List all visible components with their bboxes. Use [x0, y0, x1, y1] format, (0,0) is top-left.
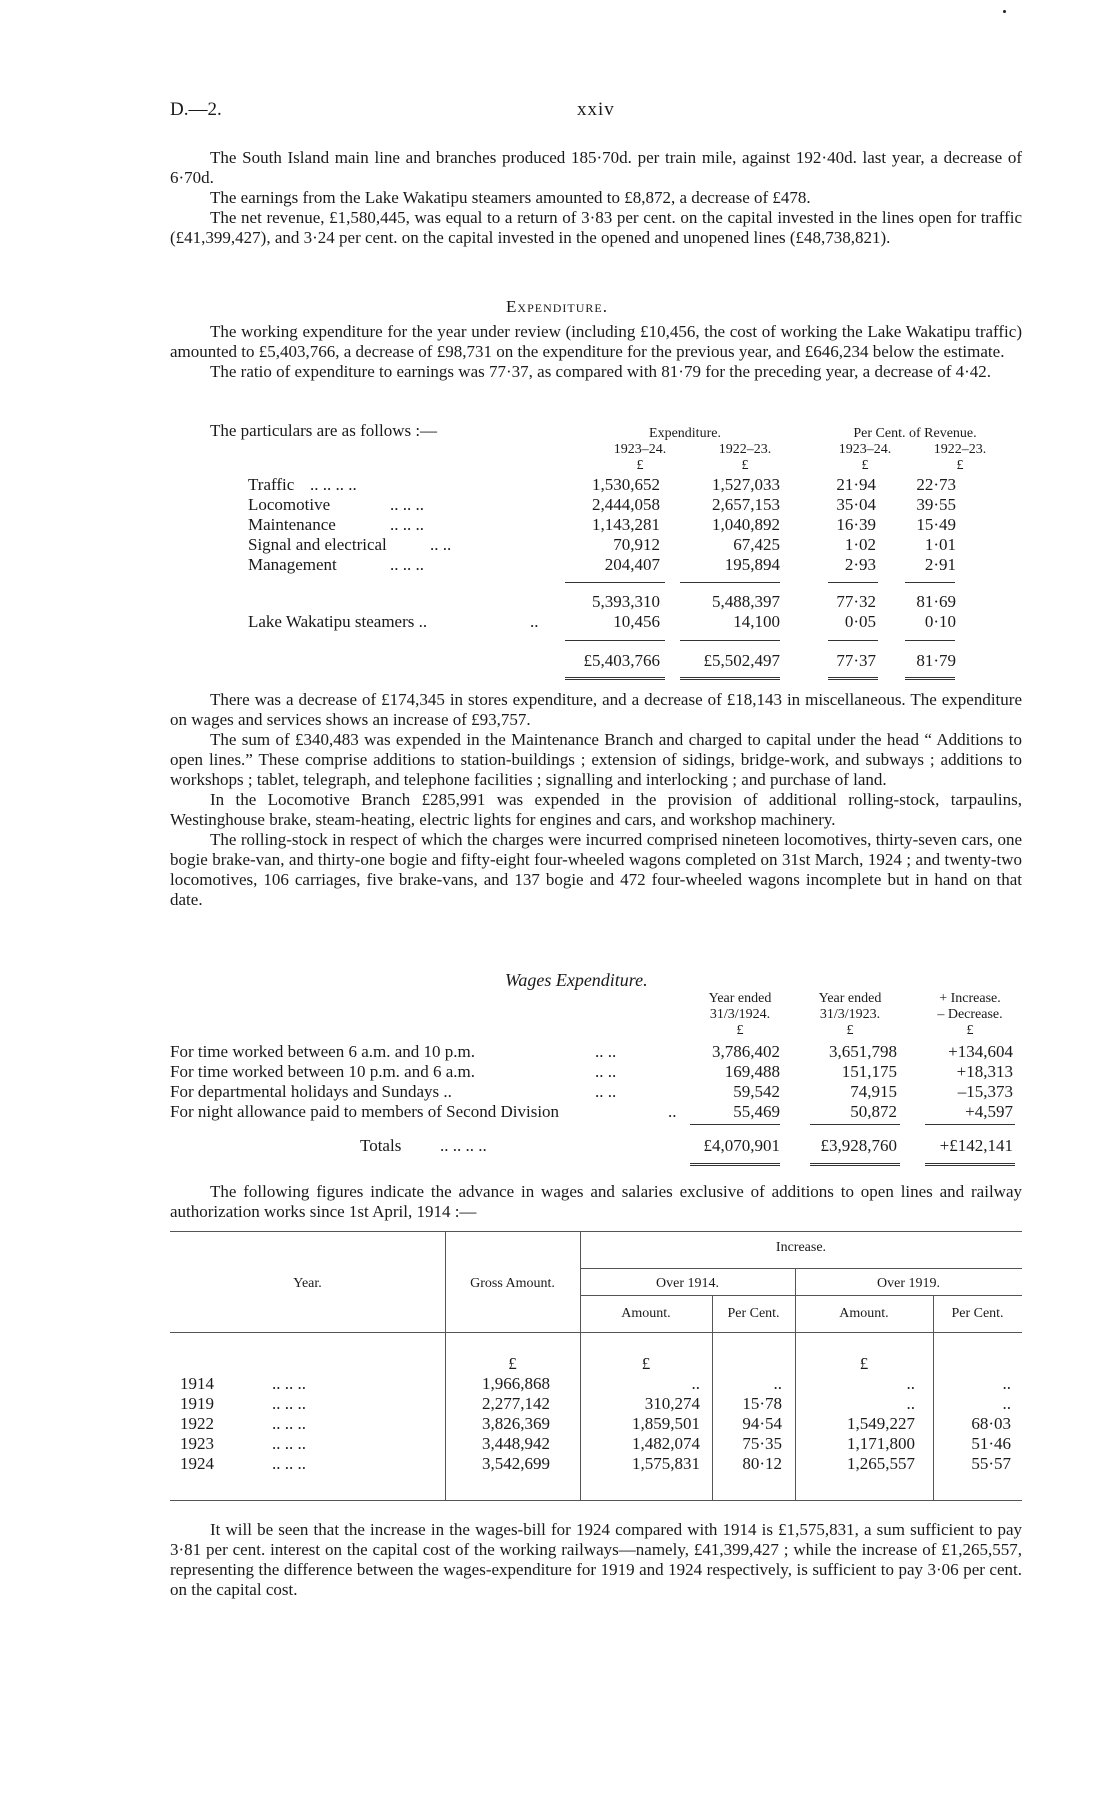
column-header: Over 1919. — [877, 1276, 940, 1291]
table-cell: 80·12 — [742, 1454, 782, 1473]
paragraph: In the Locomotive Branch £285,991 was expended in the provision of additional rolling-stock, tarpaulins, Westinghouse brake, steam-heating, electric lights for engines and cars, and workshop machinery. — [170, 790, 1022, 829]
row-label: Signal and electrical — [248, 535, 387, 554]
table-cell: 169,488 — [724, 1062, 780, 1081]
table-cell: 10,456 — [613, 612, 660, 631]
leader-dots: .. .. .. — [390, 495, 424, 514]
table-cell: 1,265,557 — [847, 1454, 915, 1473]
table-cell: –15,373 — [957, 1082, 1013, 1101]
paragraph: There was a decrease of £174,345 in stores expenditure, and a decrease of £18,143 in miscellaneous. The expenditure on wages and services shows an increase of £93,757. — [170, 690, 1022, 729]
total-cell: +£142,141 — [939, 1136, 1013, 1155]
table-cell: 75·35 — [742, 1434, 782, 1453]
table-cell: 3,651,798 — [829, 1042, 897, 1061]
total-cell: £4,070,901 — [703, 1136, 780, 1155]
table-cell: 2,277,142 — [482, 1394, 550, 1413]
table-cell: 68·03 — [971, 1414, 1011, 1433]
paragraph: It will be seen that the increase in the wages-bill for 1924 compared with 1914 is £1,575,831, a sum sufficient to pay 3·81 per cent. interest on the capital cost of the working railways—namely, £41,399,427 ; while the increase of £1,265,557, representing the difference between the wages-expenditure for 1919 and 1924 respectively, is sufficient to pay 3·06 per cent. on the capital cost. — [170, 1520, 1022, 1599]
row-label: For time worked between 10 p.m. and 6 a.m. — [170, 1062, 475, 1081]
table-cell: 21·94 — [836, 475, 876, 494]
column-header: + Increase. — [939, 991, 1001, 1006]
column-header: Over 1914. — [656, 1276, 719, 1291]
row-label: For night allowance paid to members of Second Division — [170, 1102, 560, 1121]
column-group-header: Increase. — [775, 1240, 827, 1255]
unit-label: £ — [736, 1023, 744, 1038]
row-year: 1919 — [180, 1394, 214, 1413]
table-cell: 14,100 — [733, 612, 780, 631]
row-label: Locomotive — [248, 495, 331, 514]
table-cell: 310,274 — [644, 1394, 700, 1413]
table-cell: 22·73 — [916, 475, 956, 494]
advance-intro — [170, 1182, 1022, 1222]
leader-dots: .. .. — [595, 1062, 617, 1081]
total-cell: 77·37 — [836, 651, 876, 670]
table-cell: 1,482,074 — [632, 1434, 700, 1453]
table-cell: 55,469 — [733, 1102, 780, 1121]
unit-label: £ — [956, 458, 964, 473]
totals-label: Totals — [360, 1136, 402, 1155]
table-cell: 51·46 — [971, 1434, 1011, 1453]
table-cell: 195,894 — [724, 555, 780, 574]
table-cell: 1,549,227 — [847, 1414, 915, 1433]
closing-section — [170, 1520, 1022, 1600]
unit-label: £ — [966, 1023, 974, 1038]
column-header: Per Cent. — [727, 1306, 780, 1321]
intro-section — [170, 148, 1022, 248]
row-year: 1914 — [180, 1374, 214, 1393]
page-number: xxiv — [577, 99, 615, 120]
leader-dots: .. .. .. .. — [440, 1136, 487, 1155]
column-header: 1923–24. — [613, 442, 667, 457]
table-cell: .. — [1002, 1394, 1011, 1413]
unit-label: £ — [846, 1023, 854, 1038]
leader-dots: .. .. — [595, 1082, 617, 1101]
table-cell: 2,444,058 — [592, 495, 660, 514]
table-cell: 0·05 — [844, 612, 876, 631]
table-cell: 67,425 — [733, 535, 780, 554]
row-label: Maintenance — [248, 515, 336, 534]
leader-dots: .. .. .. — [272, 1414, 306, 1433]
table-cell: .. — [906, 1394, 915, 1413]
table-cell: 15·78 — [742, 1394, 782, 1413]
column-group-header: Per Cent. of Revenue. — [853, 426, 977, 441]
table-cell: 3,542,699 — [482, 1454, 550, 1473]
table-cell: 1,040,892 — [712, 515, 780, 534]
table-cell: 1,527,033 — [712, 475, 780, 494]
row-year: 1922 — [180, 1414, 214, 1433]
paragraph: The ratio of expenditure to earnings was 77·37, as compared with 81·79 for the preceding year, a decrease of 4·42. — [210, 362, 992, 381]
table-cell: 1·02 — [844, 535, 876, 554]
paragraph: The net revenue, £1,580,445, was equal to a return of 3·83 per cent. on the capital invested in the lines open for traffic (£41,399,427), and 3·24 per cent. on the capital invested in the opened and unopened lines (£48,738,821). — [170, 208, 1022, 247]
paragraph: The South Island main line and branches produced 185·70d. per train mile, against 192·40d. last year, a decrease of 6·70d. — [170, 148, 1022, 187]
table-cell: +18,313 — [956, 1062, 1013, 1081]
column-header: Year ended — [708, 991, 772, 1006]
paragraph: The following figures indicate the advance in wages and salaries exclusive of additions to open lines and railway authorization works since 1st April, 1914 :— — [170, 1182, 1022, 1221]
leader-dots: .. .. .. — [390, 515, 424, 534]
table-cell: .. — [691, 1374, 700, 1393]
unit-label: £ — [861, 458, 869, 473]
table-cell: 1,143,281 — [592, 515, 660, 534]
table-cell: 70,912 — [613, 535, 660, 554]
table-cell: 0·10 — [924, 612, 956, 631]
total-cell: 81·79 — [916, 651, 956, 670]
row-label: For departmental holidays and Sundays .. — [170, 1082, 452, 1101]
table-cell: 1·01 — [924, 535, 956, 554]
row-year: 1924 — [180, 1454, 214, 1473]
table-cell: 204,407 — [604, 555, 660, 574]
mid-section — [170, 690, 1022, 910]
table-cell: +134,604 — [948, 1042, 1013, 1061]
leader-dots: .. .. .. — [272, 1434, 306, 1453]
unit-label: £ — [636, 458, 644, 473]
leader-dots: .. .. — [430, 535, 452, 554]
subtotal-cell: 77·32 — [836, 592, 876, 611]
table-cell: 3,448,942 — [482, 1434, 550, 1453]
row-label: For time worked between 6 a.m. and 10 p.m. — [170, 1042, 475, 1061]
row-label: Management — [248, 555, 337, 574]
table-cell: 50,872 — [850, 1102, 897, 1121]
table-cell: +4,597 — [965, 1102, 1013, 1121]
column-header: 1922–23. — [718, 442, 772, 457]
unit-label: £ — [508, 1354, 517, 1373]
table-cell: 1,575,831 — [632, 1454, 700, 1473]
column-header: 31/3/1923. — [819, 1007, 881, 1022]
column-header: Per Cent. — [951, 1306, 1004, 1321]
table-cell: 3,786,402 — [712, 1042, 780, 1061]
paragraph: The working expenditure for the year under review (including £10,456, the cost of working the Lake Wakatipu traffic) amounted to £5,403,766, a decrease of £98,731 on the expenditure for the previous year, and £646,234 below the estimate. — [170, 322, 1022, 361]
table-cell: 55·57 — [971, 1454, 1011, 1473]
section-heading: Expenditure. — [506, 297, 608, 316]
table-cell: 39·55 — [916, 495, 956, 514]
table-cell: 15·49 — [916, 515, 956, 534]
unit-label: £ — [741, 458, 749, 473]
leader-dots: .. — [530, 612, 539, 631]
table-cell: 1,859,501 — [632, 1414, 700, 1433]
total-cell: £5,502,497 — [703, 651, 780, 670]
table-cell: 151,175 — [841, 1062, 897, 1081]
column-header: Year. — [293, 1276, 322, 1291]
leader-dots: .. .. .. — [272, 1394, 306, 1413]
table-cell: .. — [1002, 1374, 1011, 1393]
table-cell: 1,530,652 — [592, 475, 660, 494]
total-cell: £3,928,760 — [820, 1136, 897, 1155]
table-cell: 59,542 — [733, 1082, 780, 1101]
paragraph: The sum of £340,483 was expended in the Maintenance Branch and charged to capital under the head “ Additions to open lines.” These comprise additions to station-buildings ; extension of sidings, bridge-work, and subways ; additions to workshops ; tablet, telegraph, and telephone facilities ; signalling and interlocking ; and purchase of land. — [170, 730, 1022, 789]
column-header: Gross Amount. — [470, 1276, 555, 1291]
table-cell: .. — [773, 1374, 782, 1393]
table-cell: 16·39 — [836, 515, 876, 534]
column-group-header: Expenditure. — [649, 426, 721, 441]
column-header: – Decrease. — [937, 1007, 1003, 1022]
table-intro: The particulars are as follows :— — [210, 421, 438, 440]
unit-label: £ — [641, 1354, 651, 1373]
table-cell: 2,657,153 — [712, 495, 780, 514]
paragraph: The earnings from the Lake Wakatipu steamers amounted to £8,872, a decrease of £478. — [210, 188, 811, 207]
expenditure-section — [170, 322, 1022, 382]
row-label: Traffic — [248, 475, 295, 494]
table-cell: 3,826,369 — [482, 1414, 550, 1433]
column-header: Amount. — [839, 1306, 889, 1321]
row-label: Lake Wakatipu steamers .. — [248, 612, 428, 631]
subtotal-cell: 5,393,310 — [592, 592, 660, 611]
leader-dots: .. .. .. — [390, 555, 424, 574]
row-year: 1923 — [180, 1434, 214, 1453]
table-cell: 1,966,868 — [482, 1374, 550, 1393]
total-cell: £5,403,766 — [583, 651, 660, 670]
column-header: 31/3/1924. — [709, 1007, 771, 1022]
table-cell: 94·54 — [742, 1414, 782, 1433]
table-cell: .. — [906, 1374, 915, 1393]
unit-label: £ — [859, 1354, 869, 1373]
leader-dots: .. .. — [595, 1042, 617, 1061]
table-cell: 2·91 — [924, 555, 956, 574]
subtotal-cell: 81·69 — [916, 592, 956, 611]
leader-dots: .. — [668, 1102, 677, 1121]
ink-speck — [1003, 10, 1006, 13]
column-header: Amount. — [621, 1306, 671, 1321]
table-cell: 35·04 — [836, 495, 876, 514]
leader-dots: .. .. .. — [272, 1374, 306, 1393]
leader-dots: .. .. .. .. — [310, 475, 357, 494]
table-title: Wages Expenditure. — [505, 970, 648, 990]
leader-dots: .. .. .. — [272, 1454, 306, 1473]
column-header: 1922–23. — [933, 442, 987, 457]
column-header: 1923–24. — [838, 442, 892, 457]
page-reference: D.—2. — [170, 99, 222, 120]
paragraph: The rolling-stock in respect of which the charges were incurred comprised nineteen locomotives, thirty-seven cars, one bogie brake-van, and thirty-one bogie and fifty-eight four-wheeled wagons completed on 31st March, 1924 ; and twenty-two locomotives, 106 carriages, five brake-vans, and 137 bogie and 472 four-wheeled wagons incomplete but in hand on that date. — [170, 830, 1022, 909]
table-cell: 2·93 — [844, 555, 876, 574]
table-cell: 74,915 — [850, 1082, 897, 1101]
column-header: Year ended — [818, 991, 882, 1006]
subtotal-cell: 5,488,397 — [712, 592, 780, 611]
table-cell: 1,171,800 — [847, 1434, 915, 1453]
